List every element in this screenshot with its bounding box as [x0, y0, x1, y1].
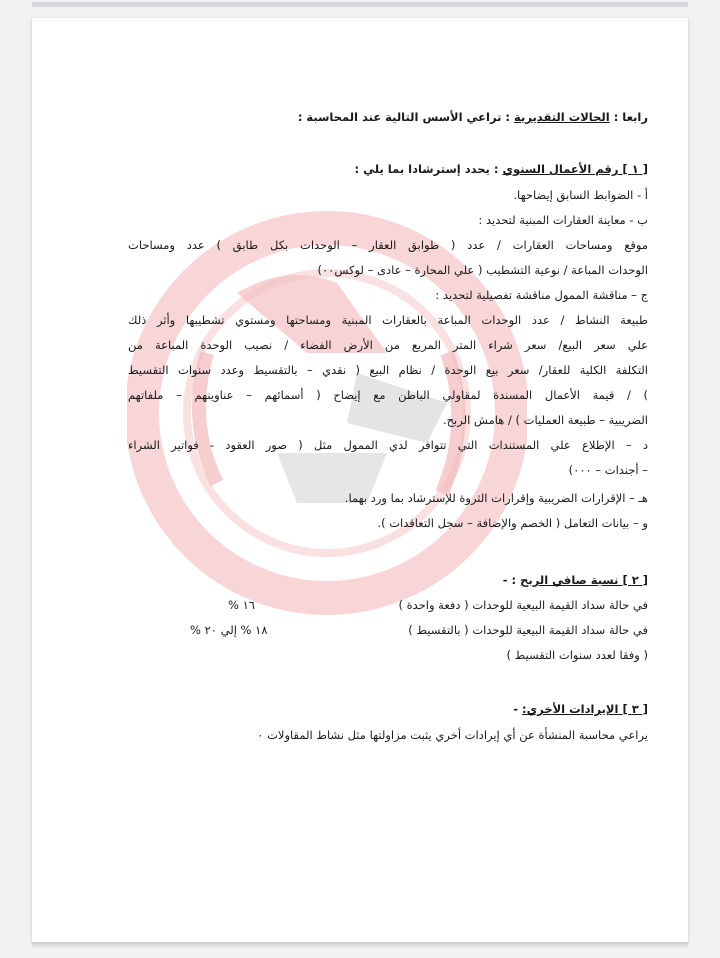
profit-row-note: ( وفقا لعدد سنوات التقسيط ) [506, 648, 648, 662]
section3-heading-rest: - [513, 702, 523, 716]
title-underlined: الحالات التقديرية [514, 110, 610, 124]
item-b-line2: الوحدات المباعة / نوعية التشطيب ( علي المحارة – عادى – لوكس٠٠) [317, 263, 648, 277]
bottom-shadow-strip [32, 942, 688, 948]
document-page [32, 18, 688, 942]
page-title [298, 110, 648, 124]
section2-heading-underlined: [ ٢ ] نسبة صافي الربح [520, 573, 648, 587]
section3-heading-underlined: [ ٣ ] الإيرادات الأخري: [522, 702, 648, 716]
section1-heading [355, 162, 648, 176]
item-b: ب - معاينة العقارات المبنية لتحديد : [478, 213, 648, 227]
item-c-line4: ) / قيمة الأعمال المسندة لمقاولي الباطن مع إيضاح ( أسمائهم – عناوينهم – ملفاتهم [128, 388, 648, 402]
document-body [32, 18, 688, 942]
title-prefix: رابعا : [613, 110, 648, 124]
profit-row-installment-label: في حالة سداد القيمة البيعية للوحدات ( بالتقسيط ) [408, 623, 648, 637]
item-c: ج – مناقشة الممول مناقشة تفصيلية لتحديد : [435, 288, 648, 302]
item-c-line5: الضريبية – طبيعة العمليات ) / هامش الربح. [442, 413, 648, 427]
item-a: أ - الضوابط السابق إيضاحها. [513, 188, 648, 202]
profit-row-installment-value: ١٨ % إلي ٢٠ % [190, 623, 268, 637]
item-c-line1: طبيعة النشاط / عدد الوحدات المباعة بالعقارات المبنية ومساحتها ومستوي تشطيبها وأثر ذلك [128, 313, 648, 327]
profit-row-lumpsum-value: ١٦ % [228, 598, 255, 612]
section2-heading [503, 573, 648, 587]
item-f: و – بيانات التعامل ( الخصم والإضافة – سجل التعاقدات ). [377, 516, 648, 530]
title-rest: : تراعي الأسس التالية عند المحاسبة : [297, 110, 515, 124]
profit-row-lumpsum-label: في حالة سداد القيمة البيعية للوحدات ( دفعة واحدة ) [398, 598, 648, 612]
section1-heading-rest: : يحدد إسترشادا بما يلي : [354, 162, 503, 176]
item-e: هـ – الإقرارات الضريبية وإقرارات الثروة للإسترشاد بما ورد بهما. [344, 491, 648, 505]
item-c-line3: التكلفة الكلية للعقار/ سعر بيع الوحدة / نظام البيع ( نقدي – بالتقسيط وعدد سنوات التقسيط [128, 363, 648, 377]
section3-body: يراعي محاسبة المنشأة عن أي إيرادات أخري يثبت مزاولتها مثل نشاط المقاولات ٠ [257, 728, 648, 742]
item-b-line1: موقع ومساحات العقارات / عدد ( طوابق العقار – الوحدات بكل طابق ) عدد ومساحات [128, 238, 648, 252]
item-d-line1: د – الإطلاع علي المستندات التي تتوافر لدي الممول مثل ( صور العقود - فواتير الشراء [128, 438, 648, 452]
section1-heading-underlined: [ ١ ] رقم الأعمال السنوي [502, 162, 648, 176]
item-c-line2: علي سعر البيع/ سعر شراء المتر المربع من الأرض الفضاء / نصيب الوحدة المباعة من [128, 338, 648, 352]
section2-heading-rest: : - [502, 573, 521, 587]
section3-heading [513, 702, 648, 716]
top-toolbar-strip [32, 2, 688, 7]
item-d-line2: – أجندات – ٠٠٠) [568, 463, 648, 477]
